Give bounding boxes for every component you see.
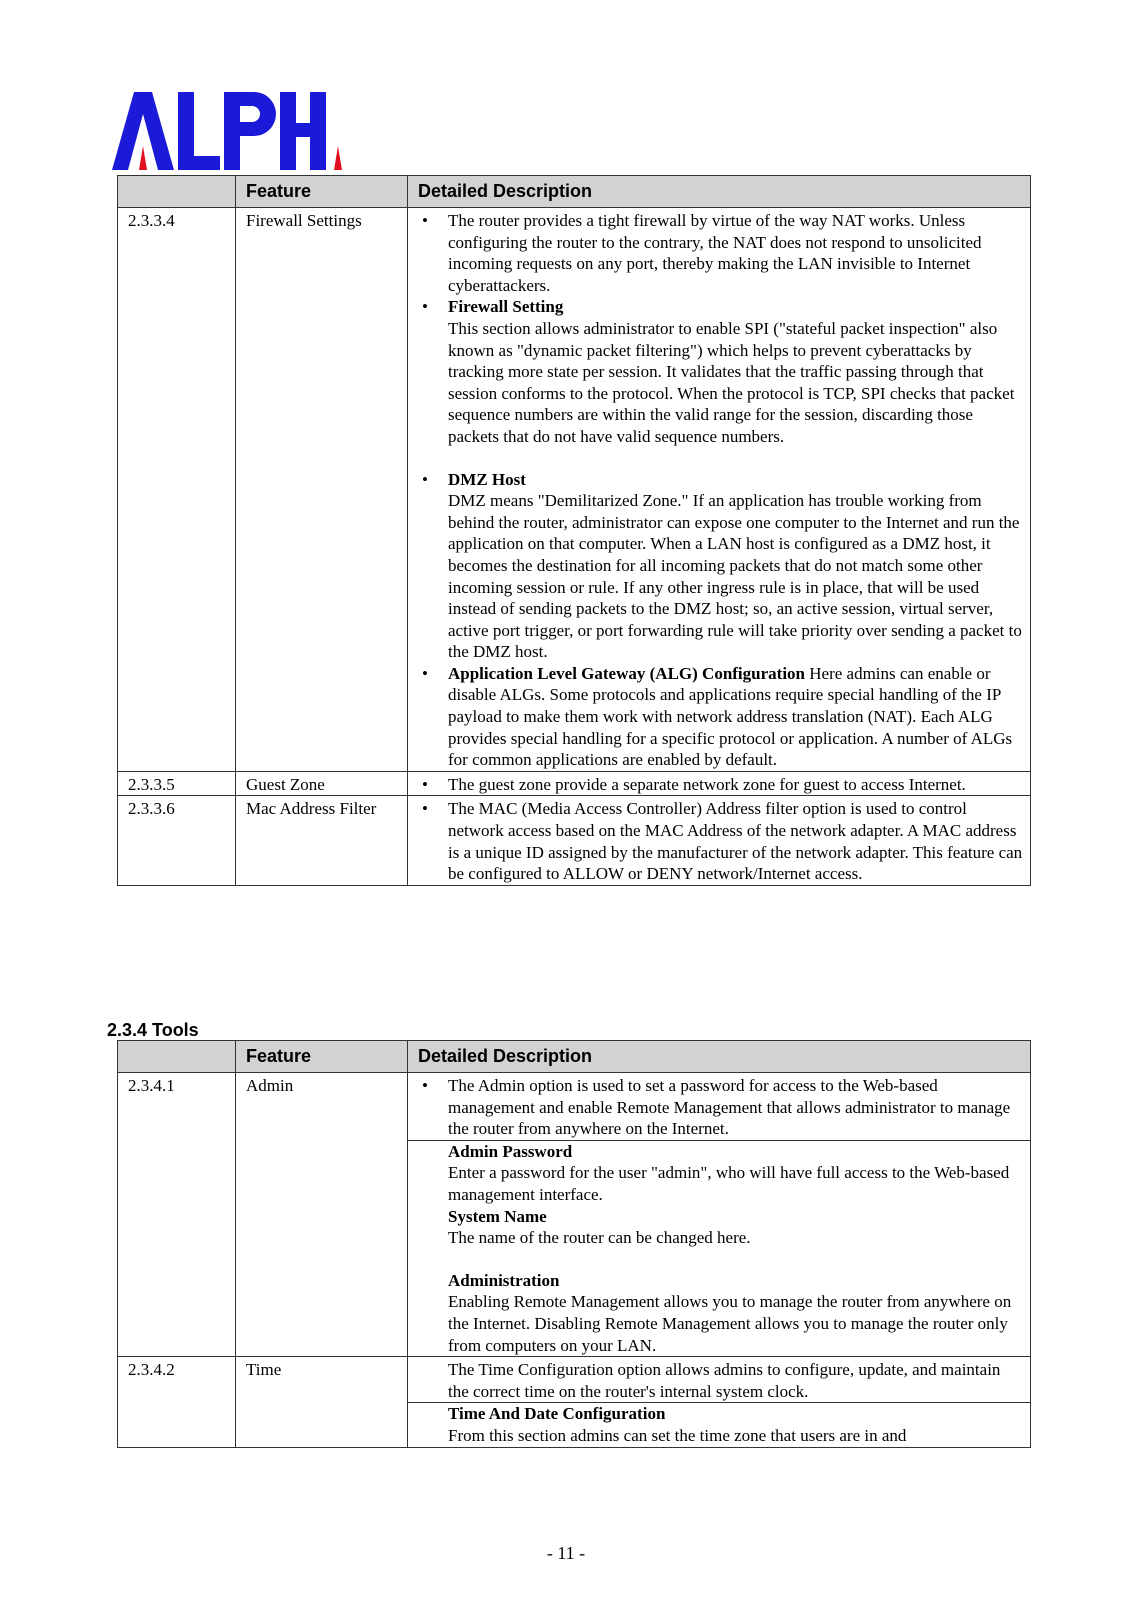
description-bullet [408,663,1024,771]
sub-panel [408,1140,1030,1356]
description-bullet: • The guest zone provide a separate network zone for guest to access Internet. [408,774,1024,796]
header-num [118,1041,236,1073]
description-bullet [408,296,1024,468]
subsection-title: Time And Date Configuration [448,1404,666,1424]
subsection-title: Administration [448,1270,560,1290]
feature-name: Admin [236,1073,408,1357]
description-bullet: • The MAC (Media Access Controller) Address filter option is used to control network access based on the MAC Address of the network adapter. A MAC address is a unique ID assigned by the manufacturer of the network adapter. This feature can be configured to ALLOW or DENY network/Internet access. [408,798,1024,884]
feature-table-tools [117,1040,1031,1448]
description-bullet: • The router provides a tight firewall by virtue of the way NAT works. Unless configuring the router to the contrary, the NAT does not respond to unsolicited incoming requests on any port, thereby making the LAN invisible to Internet cyberattackers. [408,210,1024,296]
subsection-text: From this section admins can set the time zone that users are in and [448,1425,907,1445]
section-heading: 2.3.4 Tools [107,1020,199,1040]
subsection-title: Application Level Gateway (ALG) Configuration [448,663,805,683]
description-text: The Time Configuration option allows admins to configure, update, and maintain the correct time on the router's internal system clock. [448,1360,1001,1401]
header-feature: Feature [236,176,408,208]
page-number: - 11 - [546,1543,586,1563]
subsection-text: DMZ means "Demilitarized Zone." If an application has trouble working from behind the router, administrator can expose one computer to the Internet and run the application on that computer. When a LAN host is configured as a DMZ host, it becomes the destination for all incoming packets that do not match some other incoming session or rule. If any other ingress rule is in place, that will be used instead of sending packets to the DMZ host; so, an active session, virtual server, active port trigger, or port forwarding rule will take priority over sending a packet to the DMZ host. [448,491,1022,662]
table-row [118,1357,1031,1447]
subsection-title: System Name [448,1206,547,1226]
feature-description [408,1357,1031,1447]
description-bullet: • The Admin option is used to set a password for access to the Web-based management and enable Remote Management that allows administrator to manage the router from anywhere on the Internet. [408,1075,1024,1140]
feature-description [408,771,1031,796]
table-row [118,771,1031,796]
row-number: 2.3.4.1 [118,1073,236,1357]
feature-description [408,208,1031,772]
subsection-text: The name of the router can be changed here. [448,1228,751,1248]
subsection-title: • Firewall Setting [448,297,564,317]
alpha-logo [112,90,356,172]
feature-name: Time [236,1357,408,1447]
feature-name: Firewall Settings [236,208,408,772]
feature-table-firewall [117,175,1031,886]
subsection-text: Here admins can enable or disable ALGs. Some protocols and applications require special handling of the IP payload to make them work with network address translation (NAT). Each ALG provides special handling for a specific protocol or application. A number of ALGs for common applications are enabled by default. [448,663,1013,770]
header-description: Detailed Description [408,1041,1031,1073]
row-number: 2.3.3.4 [118,208,236,772]
table-row [118,208,1031,772]
subsection-title: • DMZ Host [448,469,526,489]
table-row [118,796,1031,885]
header-feature: Feature [236,1041,408,1073]
subsection-text: Enter a password for the user "admin", who will have full access to the Web-based management interface. [448,1163,1010,1204]
header-description: Detailed Description [408,176,1031,208]
row-number: 2.3.3.6 [118,796,236,885]
row-number: 2.3.3.5 [118,771,236,796]
feature-name: Mac Address Filter [236,796,408,885]
subsection-title: Admin Password [448,1141,573,1161]
feature-description [408,1073,1031,1357]
table-row [118,1073,1031,1357]
row-number: 2.3.4.2 [118,1357,236,1447]
subsection-text: This section allows administrator to enable SPI ("stateful packet inspection" also known as "dynamic packet filtering") which helps to prevent cyberattacks by tracking more state per session. It validates that the traffic passing through that session conforms to the protocol. When the protocol is TCP, SPI checks that packet sequence numbers are within the valid range for the session, discarding those packets that do not have valid sequence numbers. [448,318,1015,446]
sub-panel [408,1402,1030,1446]
subsection-text: Enabling Remote Management allows you to manage the router from anywhere on the Internet. Disabling Remote Management allows you to manage the router only from computers on your LAN. [448,1292,1012,1355]
feature-description [408,796,1031,885]
header-num [118,176,236,208]
description-bullet [408,469,1024,663]
feature-name: Guest Zone [236,771,408,796]
